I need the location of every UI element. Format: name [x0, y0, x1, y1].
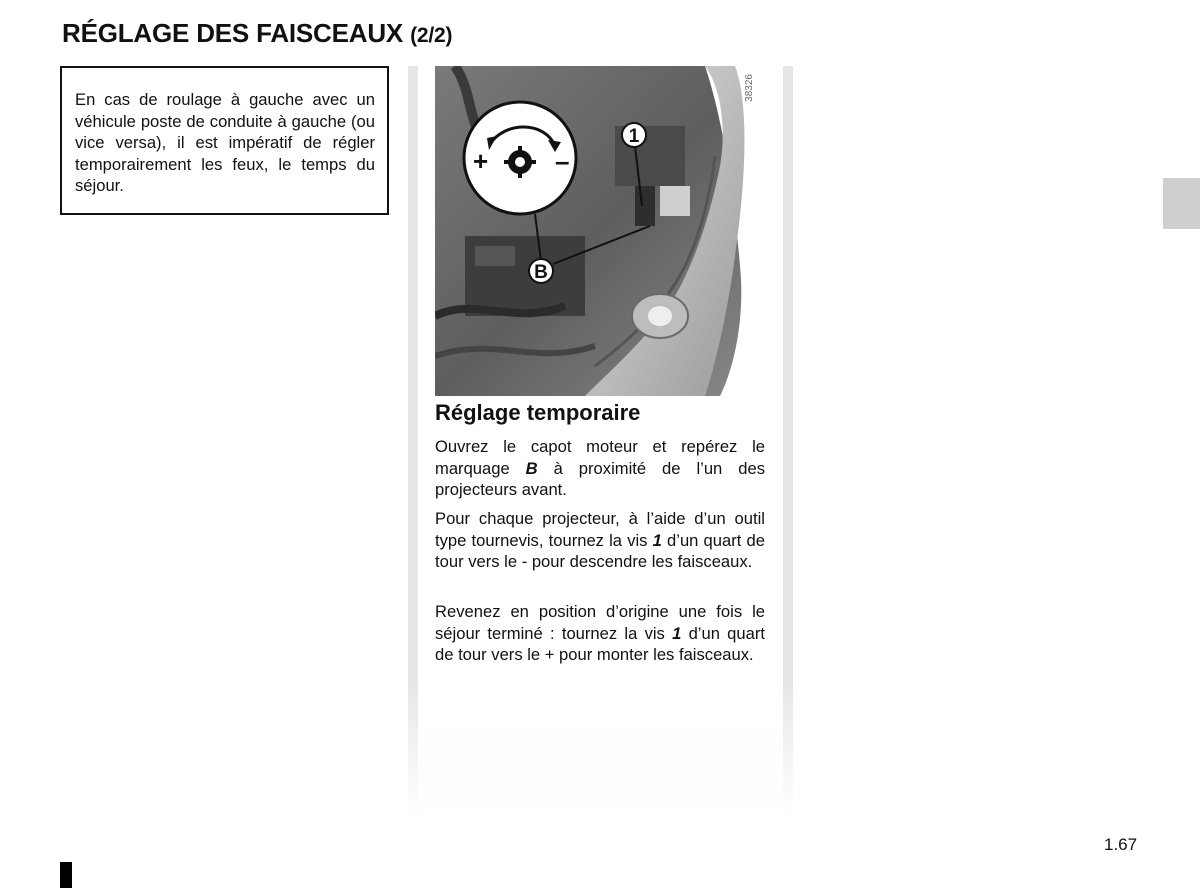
corner-mark	[60, 862, 72, 888]
page-title-part: (2/2)	[410, 24, 453, 47]
paragraph-restore: Revenez en position d’origine une fois le séjour terminé : tournez la vis 1 d’un quart de tour vers le + pour monter les faisceaux.	[435, 602, 765, 664]
note-text: En cas de roulage à gauche avec un véhicule poste de conduite à gauche (ou vice versa), il est impératif de régler temporairement les feux, le temps du séjour.	[75, 90, 375, 195]
reservoir	[660, 186, 690, 216]
section-heading: Réglage temporaire	[435, 400, 641, 425]
page-title	[62, 18, 452, 49]
figure-number: 38326	[744, 74, 755, 102]
callout-b-label: B	[534, 262, 548, 283]
paragraph-adjust-down: Pour chaque projecteur, à l’aide d’un outil type tournevis, tournez la vis 1 d’un quart de tour vers le - pour descendre les faisceaux.	[435, 509, 765, 571]
engine-bay-figure	[435, 66, 765, 396]
callout-1-label: 1	[628, 126, 640, 147]
headlamp-bulb	[648, 306, 672, 326]
note-box	[60, 66, 389, 215]
page-number: 1.67	[1104, 835, 1138, 854]
adjuster-screw-housing	[635, 186, 655, 226]
adjuster-screw-center	[515, 157, 525, 167]
minus-symbol: –	[555, 146, 570, 176]
plus-symbol: +	[473, 146, 489, 176]
engine-bay-illustration	[435, 66, 765, 396]
page-title-text: RÉGLAGE DES FAISCEAUX	[62, 18, 404, 48]
battery-label	[475, 246, 515, 266]
chapter-tab	[1163, 178, 1200, 229]
paragraph-open-hood: Ouvrez le capot moteur et repérez le marquage B à proximité de l’un des projecteurs avant.	[435, 437, 765, 499]
